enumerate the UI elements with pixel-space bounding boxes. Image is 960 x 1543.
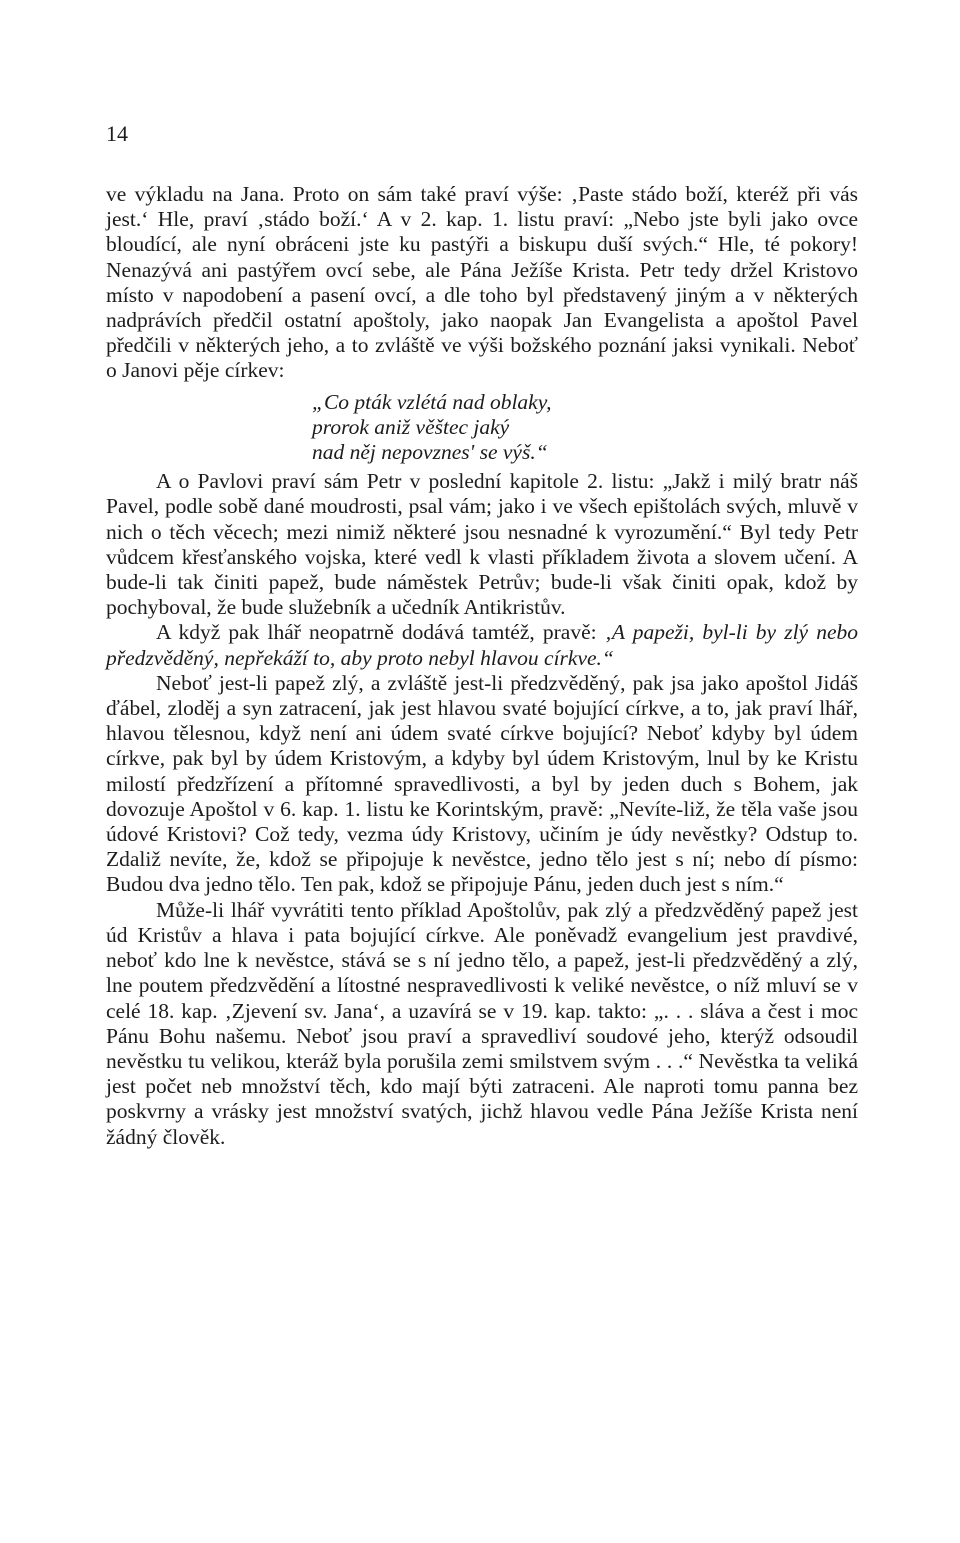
paragraph-1: ve výkladu na Jana. Proto on sám také praví výše: ‚Paste stádo boží, kteréž při vás jest.‘ Hle, praví ‚stádo boží.‘ A v 2. kap. 1. listu praví: „Nebo jste byli jako ovce bloudící, ale nyní obráceni jste ku pastýři a biskupu duší svých.“ Hle, té pokory! Nenazývá ani pastýřem ovcí sebe, ale Pána Ježíše Krista. Petr tedy držel Kristovo místo v napodobení a pasení ovcí, a dle toho byl představený jiným a v některých nadprávích předčil ostatní apoštoly, jako naopak Jan Evangelista a apoštol Pavel předčili v některých jeho, a to zvláště ve výši božského poznání jaksi vynikali. Neboť o Janovi pěje církev: [106,182,858,383]
verse-line-1: „Co pták vzlétá nad oblaky, [312,389,552,414]
paragraph-3 [106,620,858,670]
paragraph-5: Může-li lhář vyvrátiti tento příklad Apoštolův, pak zlý a předzvěděný papež jest úd Kristův a hlava i pata bojující církve. Ale poněvadž evangelium jest pravdivé, neboť kdo lne k nevěstce, stává se s ní jedno tělo, a papež, jest-li předzvěděný a zlý, lne poutem předzvědění a lítostné nespravedlivosti k veliké nevěstce, o níž mluví se v celé 18. kap. ‚Zjevení sv. Jana‘, a uzavírá se v 19. kap. takto: „. . . sláva a čest i moc Pánu Bohu našemu. Neboť jsou praví a spravedliví soudové jeho, kterýž odsoudil nevěstku tu velikou, kteráž byla porušila zemi smilstvem svým . . .“ Nevěstka ta veliká jest počet neb množství těch, kdo mají býti zatraceni. Ale naproti tomu panna bez poskvrny a vrásky jest množství svatých, jichž hlavou vedle Pána Ježíše Krista není žádný člověk. [106,897,858,1149]
paragraph-2: A o Pavlovi praví sám Petr v poslední kapitole 2. listu: „Jakž i milý bratr náš Pavel, podle sobě dané moudrosti, psal vám; jako i ve všech epištolách svých, mluvě v nich o těch věcech; mezi nimiž některé jsou nesnadné k vyrozumění.“ Byl tedy Petr vůdcem křesťanského vojska, které vedl k vlasti příkladem života a slovem učení. A bude-li tak činiti papež, bude náměstek Petrův; bude-li však činiti opak, kdož by pochyboval, že bude služebník a učedník Antikristův. [106,469,858,620]
hymn-verse [312,390,858,466]
page-number: 14 [106,121,128,146]
verse-line-2: prorok aniž věštec jaký [312,414,510,439]
paragraph-3-quote: ‚A papeži, byl-li by zlý nebo předzvěděný, nepřekáží to, aby proto nebyl hlavou církve.“ [106,620,858,670]
paragraph-4: Neboť jest-li papež zlý, a zvláště jest-li předzvěděný, pak jsa jako apoštol Jidáš ďábel, zloděj a syn zatracení, jak jest hlavou svaté bojující církve, a to, jak praví lhář, hlavou tělesnou, když není ani údem svaté církve bojující? Neboť kdyby byl údem církve, pak byl by údem Kristovým, a kdyby byl údem Kristovým, lnul by ke Kristu milostí předzřízení a přítomné spravedlivosti, a byl by jeden duch s Bohem, jak dovozuje Apoštol v 6. kap. 1. listu ke Korintským, pravě: „Nevíte-liž, že těla vaše jsou údové Kristovi? Což tedy, vezma údy Kristovy, učiním je údy nevěstky? Odstup to. Zdaliž nevíte, že, kdož se připojuje k nevěstce, jedno tělo jest s ní; nebo dí písmo: Budou dva jedno tělo. Ten pak, kdož se připojuje Pánu, jeden duch jest s ním.“ [106,670,858,897]
body-text [106,182,858,1150]
verse-line-3: nad něj nepovznes' se výš.“ [312,440,548,465]
paragraph-3-lead: A když pak lhář neopatrně dodává tamtéž, pravě: [156,620,605,645]
